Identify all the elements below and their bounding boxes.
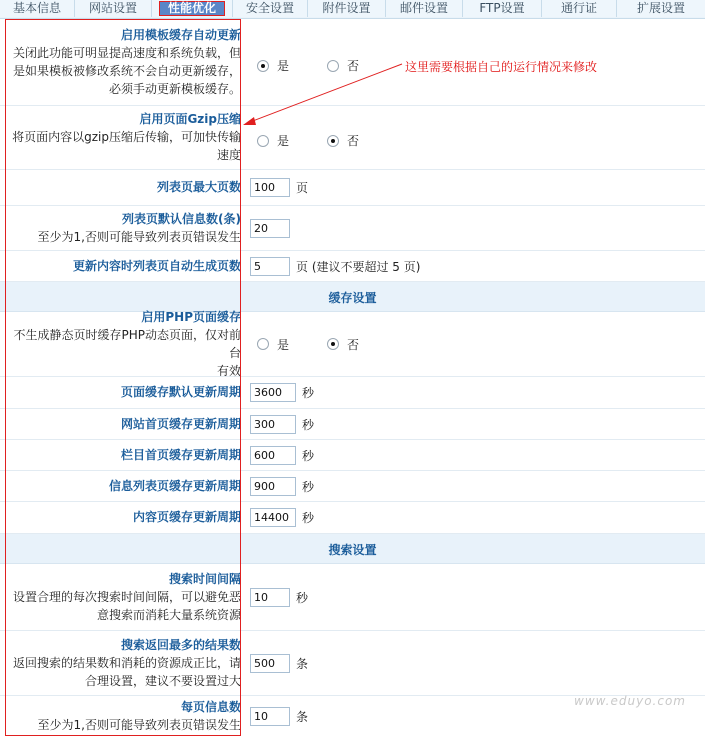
title-list-default-count: 列表页默认信息数(条)	[122, 211, 241, 226]
unit-seconds: 秒	[302, 448, 315, 463]
radio-label-yes: 是	[277, 337, 290, 352]
title-gzip: 启用页面Gzip压缩	[139, 112, 241, 126]
radio-label-no: 否	[347, 59, 360, 73]
title-list-max-pages: 列表页最大页数	[156, 180, 241, 194]
desc-list-default-count: 至少为1,否则可能导致列表页错误发生	[37, 229, 241, 244]
desc-search-interval-2: 意搜索而消耗大量系统资源	[96, 607, 241, 622]
tab-attachments[interactable]: 附件设置	[308, 0, 386, 17]
unit-auto-gen-pages: 页 (建议不要超过 5 页)	[296, 259, 421, 274]
desc-search-max-results-1: 返回搜索的结果数和消耗的资源成正比，请	[12, 655, 241, 670]
title-infolist-cache-period: 信息列表页缓存更新周期	[108, 478, 241, 493]
section-search-title: 搜索设置	[328, 543, 377, 557]
title-auto-gen-pages: 更新内容时列表页自动生成页数	[72, 258, 241, 273]
tab-passport[interactable]: 通行证	[542, 0, 617, 17]
unit-items: 条	[296, 656, 309, 671]
tab-basic-info[interactable]: 基本信息	[0, 0, 75, 17]
tab-ftp[interactable]: FTP设置	[463, 0, 542, 17]
tab-mail[interactable]: 邮件设置	[386, 0, 463, 17]
desc-per-page: 至少为1,否则可能导致列表页错误发生	[37, 718, 241, 732]
desc-gzip-1: 将页面内容以gzip压缩后传输，可加快传输	[12, 130, 241, 144]
title-search-interval: 搜索时间间隔	[168, 571, 241, 586]
title-page-cache-period: 页面缓存默认更新周期	[120, 385, 241, 399]
desc-gzip-2: 速度	[216, 148, 241, 162]
title-search-max-results: 搜索返回最多的结果数	[120, 637, 241, 652]
desc-search-max-results-2: 合理设置，建议不要设置过大	[84, 673, 241, 688]
unit-seconds: 秒	[302, 479, 315, 494]
radio-label-yes: 是	[277, 59, 290, 73]
desc-search-interval-1: 设置合理的每次搜索时间间隔，可以避免恶	[12, 589, 241, 604]
unit-seconds: 秒	[302, 417, 315, 432]
unit-seconds: 秒	[296, 590, 309, 605]
radio-label-no: 否	[347, 134, 360, 148]
title-per-page: 每页信息数	[180, 700, 241, 714]
desc-template-cache-3: 必须手动更新模板缓存。	[108, 81, 241, 96]
title-php-cache: 启用PHP页面缓存	[141, 309, 241, 324]
tab-site-settings[interactable]: 网站设置	[75, 0, 152, 17]
desc-template-cache-2: 是如果模板被修改系统不会自动更新缓存，	[12, 63, 241, 78]
tab-extensions[interactable]: 扩展设置	[617, 0, 705, 17]
tab-security[interactable]: 安全设置	[233, 0, 308, 17]
radio-label-no: 否	[347, 337, 360, 352]
unit-pages: 页	[296, 181, 309, 195]
radio-label-yes: 是	[277, 134, 290, 148]
desc-php-cache-2: 有效	[216, 363, 241, 378]
unit-seconds: 秒	[302, 386, 315, 400]
section-cache-title: 缓存设置	[328, 291, 377, 305]
tab-performance-label: 性能优化	[159, 1, 225, 16]
desc-template-cache-1: 关闭此功能可明显提高速度和系统负载，但	[12, 45, 241, 60]
unit-seconds: 秒	[302, 511, 315, 525]
title-category-cache-period: 栏目首页缓存更新周期	[120, 447, 241, 462]
desc-php-cache-1: 不生成静态页时缓存PHP动态页面，仅对前台	[13, 327, 241, 360]
title-template-cache: 启用模板缓存自动更新	[120, 27, 241, 42]
title-home-cache-period: 网站首页缓存更新周期	[120, 416, 241, 431]
watermark: www.eduyo.com	[574, 694, 686, 708]
annotation-note: 这里需要根据自己的运行情况来修改	[405, 60, 598, 74]
title-content-cache-period: 内容页缓存更新周期	[132, 510, 241, 524]
unit-items: 条	[296, 710, 309, 724]
